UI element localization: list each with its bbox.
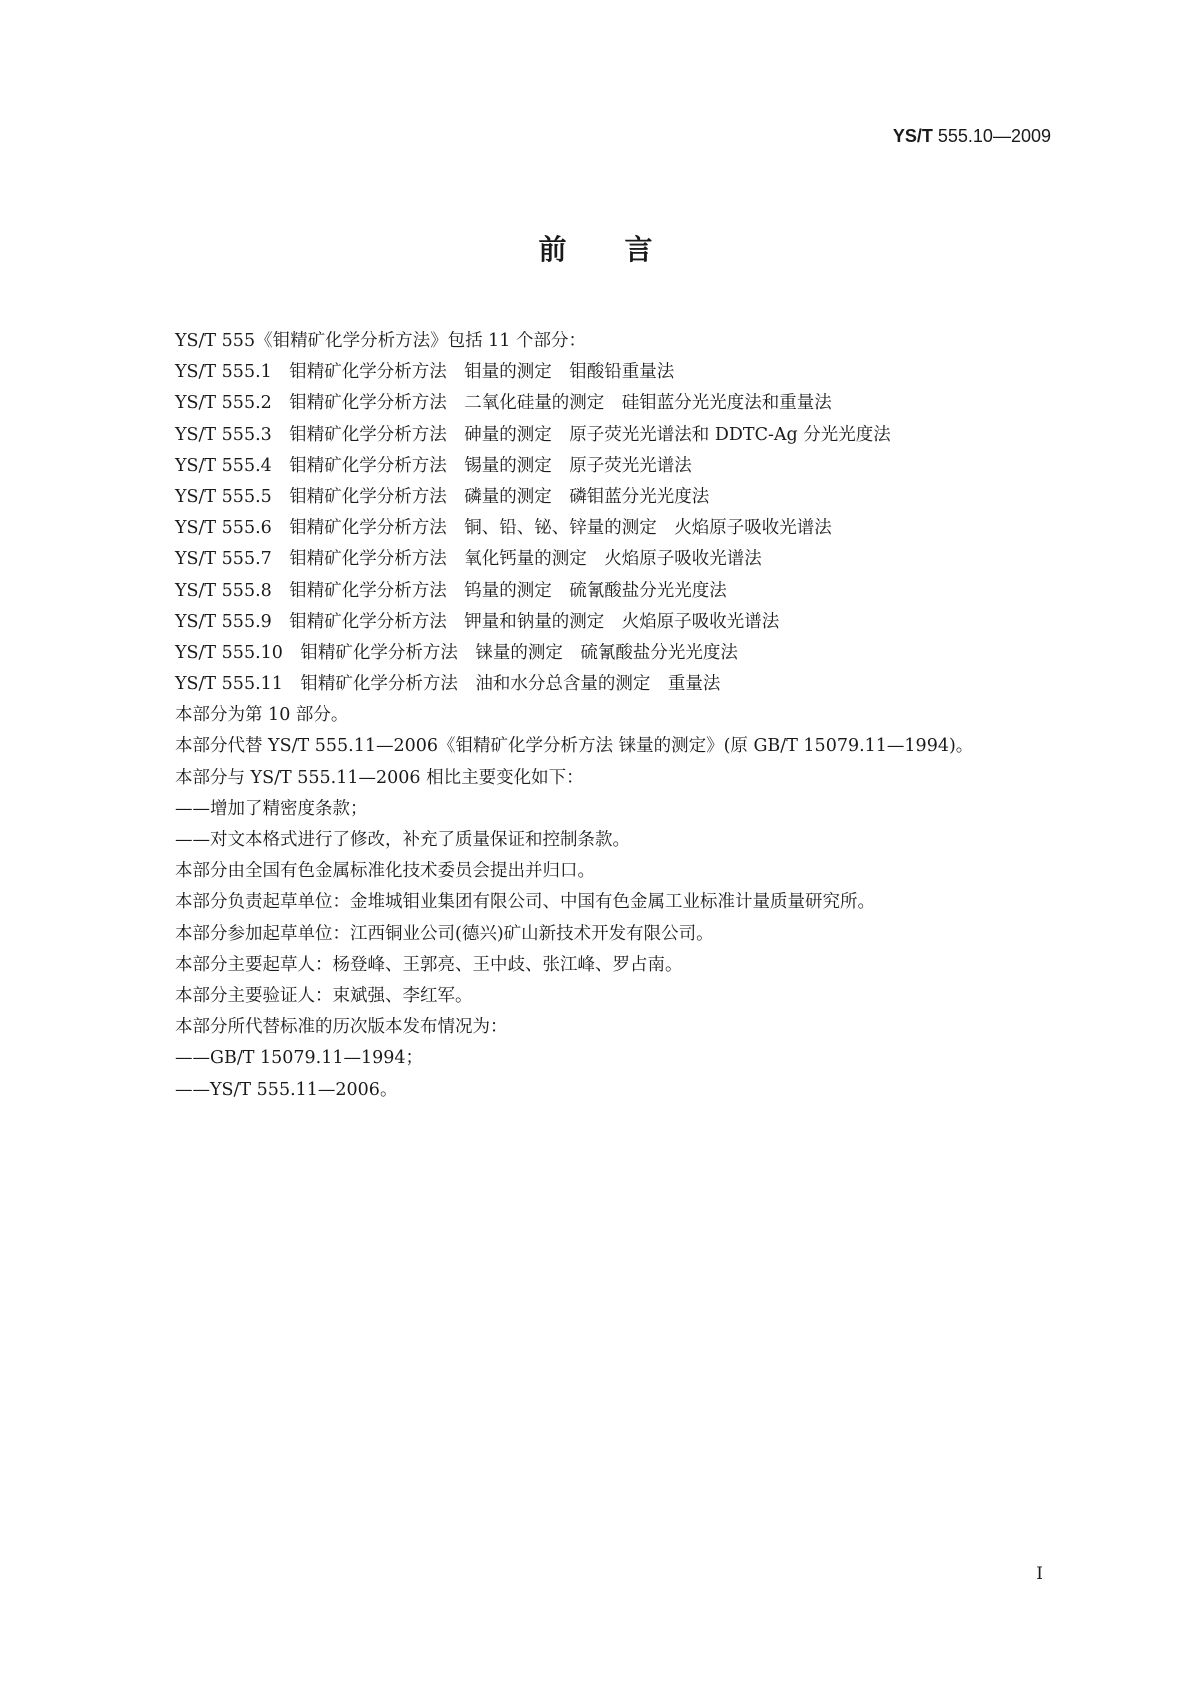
- text-line: ——对文本格式进行了修改，补充了质量保证和控制条款。: [175, 830, 630, 850]
- page-title: 前言: [538, 233, 711, 266]
- text-line: ——YS/T 555.11—2006。: [175, 1079, 398, 1100]
- text-line: 本部分所代替标准的历次版本发布情况为：: [175, 1017, 508, 1038]
- text-line: YS/T 555.8 钼精矿化学分析方法 钨量的测定 硫氰酸盐分光光度法: [175, 580, 727, 601]
- text-line: YS/T 555.9 钼精矿化学分析方法 钾量和钠量的测定 火焰原子吸收光谱法: [175, 611, 780, 632]
- text-line: YS/T 555.1 钼精矿化学分析方法 钼量的测定 钼酸铅重量法: [175, 362, 675, 383]
- text-line: YS/T 555.11 钼精矿化学分析方法 油和水分总含量的测定 重量法: [175, 674, 721, 695]
- text-line: YS/T 555.7 钼精矿化学分析方法 氧化钙量的测定 火焰原子吸收光谱法: [175, 549, 762, 570]
- text-line: 本部分负责起草单位：金堆城钼业集团有限公司、中国有色金属工业标准计量质量研究所。: [175, 892, 875, 913]
- text-line: YS/T 555.6 钼精矿化学分析方法 铜、铅、铋、锌量的测定 火焰原子吸收光谱法: [175, 518, 832, 539]
- text-line: YS/T 555.4 钼精矿化学分析方法 锡量的测定 原子荧光光谱法: [175, 455, 692, 476]
- text-line: 本部分代替 YS/T 555.11—2006《钼精矿化学分析方法 铼量的测定》(原 GB/T 15079.11—1994)。: [175, 736, 974, 757]
- text-line: 本部分主要起草人：杨登峰、王郭亮、王中歧、张江峰、罗占南。: [175, 954, 683, 975]
- page-number: I: [1036, 1564, 1043, 1584]
- text-line: YS/T 555.3 钼精矿化学分析方法 砷量的测定 原子荧光光谱法和 DDTC-Ag 分光光度法: [175, 424, 891, 445]
- foreword-body: [175, 326, 1075, 1106]
- text-line: 本部分为第 10 部分。: [175, 705, 349, 726]
- text-line: YS/T 555.10 钼精矿化学分析方法 铼量的测定 硫氰酸盐分光光度法: [175, 642, 738, 663]
- text-line: YS/T 555《钼精矿化学分析方法》包括 11 个部分：: [175, 331, 586, 351]
- standard-code: [893, 126, 1051, 147]
- text-line: ——增加了精密度条款；: [175, 798, 368, 819]
- text-line: 本部分由全国有色金属标准化技术委员会提出并归口。: [175, 861, 595, 882]
- text-line: YS/T 555.5 钼精矿化学分析方法 磷量的测定 磷钼蓝分光光度法: [175, 486, 710, 507]
- text-line: 本部分主要验证人：束斌强、李红军。: [175, 985, 473, 1006]
- text-line: YS/T 555.2 钼精矿化学分析方法 二氧化硅量的测定 硅钼蓝分光光度法和重量法: [175, 393, 832, 414]
- text-line: 本部分与 YS/T 555.11—2006 相比主要变化如下：: [175, 767, 584, 788]
- standard-code-prefix: YS/T: [892, 126, 933, 146]
- text-line: 本部分参加起草单位：江西铜业公司(德兴)矿山新技术开发有限公司。: [175, 923, 714, 944]
- text-line: ——GB/T 15079.11—1994；: [175, 1048, 424, 1069]
- standard-code-number: 555.10—2009: [932, 126, 1051, 146]
